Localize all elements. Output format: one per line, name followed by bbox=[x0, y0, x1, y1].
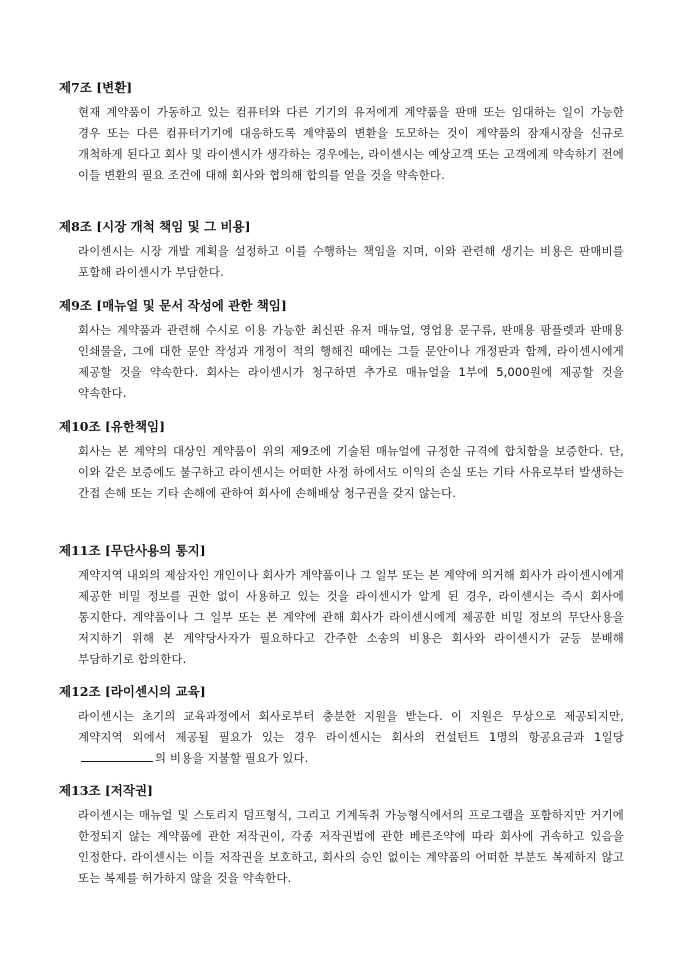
article-body: 현재 계약품이 가동하고 있는 컴퓨터와 다른 기기의 유저에게 계약품을 판매 또는 임대하는 일이 가능한 경우 또는 다른 컴퓨터기기에 대응하도록 계약품의 변환을 도모하는 것이 계약품의 잠재시장을 신규로 개척하게 된다고 회사 및 라이센시가 생각하는 경우에는, 라이센시는 예상고객 또는 고객에게 약속하기 전에 이들 변환의 필요 조건에 대해 회사와 협의해 합의를 얻을 것을 약속한다. bbox=[78, 105, 624, 182]
article-heading: 제11조 [무단사용의 통지] bbox=[59, 543, 206, 558]
article-heading: 제12조 [라이센시의 교육] bbox=[59, 684, 206, 699]
article-heading: 제7조 [변환] bbox=[59, 80, 133, 95]
article-heading: 제13조 [저작권] bbox=[59, 783, 153, 798]
article-body: 라이센시는 시장 개발 계획을 설정하고 이를 수행하는 책임을 지며, 이와 관련해 생기는 비용은 판매비를 포함해 라이센시가 부담한다. bbox=[78, 244, 624, 279]
article-body: 회사는 본 계약의 대상인 계약품이 위의 제9조에 기술된 매뉴얼에 규정한 규격에 합치함을 보증한다. 단, 이와 같은 보증에도 불구하고 라이센시는 어떠한 사정 하에서도 이익의 손실 또는 기타 사유로부터 발생하는 간접 손해 또는 기타 손해에 관하여 회사에 손해배상 청구권을 갖지 않는다. bbox=[78, 444, 624, 500]
article-body: 회사는 계약품과 관련해 수시로 이용 가능한 최신판 유저 매뉴얼, 영업용 문구류, 판매용 팜플렛과 판매용 인쇄물을, 그에 대한 문안 작성과 개정이 적의 행해진 때에는 그들 문안이나 개정판과 함께, 라이센시에게 제공할 것을 약속한다. 회사는 라이센시가 청구하면 추가로 매뉴얼을 1부에 5,000원에 제공할 것을 약속한다. bbox=[78, 323, 624, 400]
article-heading: 제9조 [매뉴얼 및 문서 작성에 관한 책임] bbox=[59, 298, 287, 313]
article-body-part: 의 비용을 지불할 필요가 있다. bbox=[155, 751, 309, 765]
article-body bbox=[78, 706, 624, 769]
article-body: 계약지역 내외의 제삼자인 개인이나 회사가 계약품이나 그 일부 또는 본 계약에 의거해 회사가 라이센시에게 제공한 비밀 정보를 권한 없이 사용하고 있는 것을 라이센시가 알게 된 경우, 라이센시는 즉시 회사에 통지한다. 계약품이나 그 일부 또는 본 계약에 관해 회사가 라이센시에게 제공한 비밀 정보의 무단사용을 저지하기 위해 본 계약당사자가 필요하다고 간주한 소송의 비용은 회사와 라이센시가 균등 분배해 부담하기로 합의한다. bbox=[78, 568, 624, 666]
article-heading: 제10조 [유한책임] bbox=[59, 419, 166, 434]
article-body-part: 라이센시는 초기의 교육과정에서 회사로부터 충분한 지원을 받는다. 이 지원은 무상으로 제공되지만, 계약지역 외에서 제공될 필요가 있는 경우 라이센시는 회사의 컨설턴트 1명의 항공요금과 1일당 bbox=[78, 709, 624, 744]
article-heading: 제8조 [시장 개척 책임 및 그 비용] bbox=[59, 219, 251, 234]
article-body: 라이센시는 매뉴얼 및 스토리지 덤프형식, 그리고 기계독취 가능형식에서의 프로그램을 포함하지만 거기에 한정되지 않는 계약품에 관한 저작권이, 각종 저작권법에 관한 베른조약에 따라 회사에 귀속하고 있음을 인정한다. 라이센시는 이들 저작권을 보호하고, 회사의 승인 없이는 계약품의 어떠한 부분도 복제하지 않고 또는 복제를 허가하지 않을 것을 약속한다. bbox=[78, 808, 624, 885]
fill-in-blank bbox=[81, 750, 153, 762]
